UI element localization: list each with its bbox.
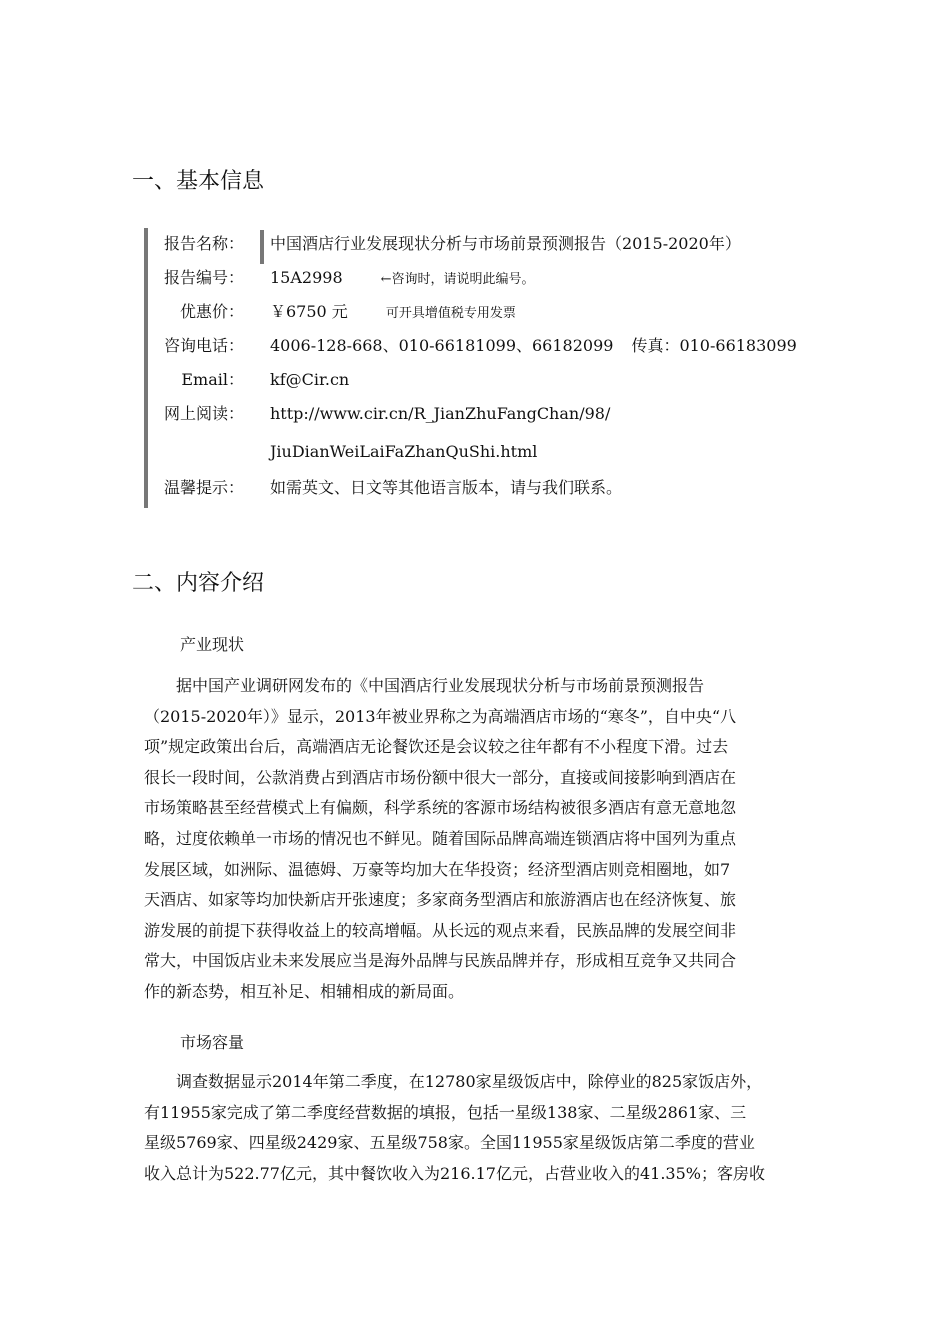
para-line: 发展区域，如洲际、温德姆、万豪等均加大在华投资；经济型酒店则竞相圈地，如7 <box>144 859 731 879</box>
paragraph-industry-status <box>144 671 808 1008</box>
para-line: 游发展的前提下获得收益上的较高增幅。从长远的观点来看，民族品牌的发展空间非 <box>144 920 737 940</box>
email-value[interactable]: kf@Cir.cn <box>270 370 350 389</box>
price-value-wrap <box>270 302 516 324</box>
para-line: 常大，中国饭店业未来发展应当是海外品牌与民族品牌并存，形成相互竞争又共同合 <box>144 951 737 971</box>
para-line: 有11955家完成了第二季度经营数据的填报，包括一星级138家、二星级2861家、三 <box>144 1102 747 1122</box>
para-line: 市场策略甚至经营模式上有偏颇，科学系统的客源市场结构被很多酒店有意无意地忽 <box>144 798 737 818</box>
email-label: Email： <box>181 370 244 389</box>
report-code-note: ←咨询时，请说明此编号。 <box>380 272 535 287</box>
para-line: 项”规定政策出台后，高端酒店无论餐饮还是会议较之往年都有不小程度下滑。过去 <box>144 737 729 757</box>
tip-label: 温馨提示： <box>163 478 244 497</box>
report-code-label: 报告编号： <box>163 268 244 287</box>
para-line: （2015-2020年）》显示，2013年被业界称之为高端酒店市场的“寒冬”，自中央“八 <box>144 706 737 726</box>
phone-value-wrap <box>270 336 797 356</box>
phone-value: 4006-128-668、010-66181099、66182099 <box>270 336 614 355</box>
fax-value: 传真：010-66183099 <box>631 336 797 355</box>
para-line: 星级5769家、四星级2429家、五星级758家。全国11955家星级饭店第二季度的营业 <box>144 1133 755 1153</box>
phone-label: 咨询电话： <box>163 336 244 355</box>
report-code: 15A2998 <box>270 268 343 287</box>
para-line: 略，过度依赖单一市场的情况也不鲜见。随着国际品牌高端连锁酒店将中国列为重点 <box>144 828 737 848</box>
para-line: 据中国产业调研网发布的《中国酒店行业发展现状分析与市场前景预测报告 <box>176 676 705 695</box>
report-name-label: 报告名称： <box>163 234 244 253</box>
web-link-line-2[interactable]: JiuDianWeiLaiFaZhanQuShi.html <box>270 442 538 461</box>
info-panel <box>144 228 848 508</box>
name-divider <box>260 230 264 264</box>
price-value: ￥6750 元 <box>270 302 348 321</box>
subheading-market-capacity: 市场容量 <box>180 1033 245 1052</box>
para-line: 调查数据显示2014年第二季度，在12780家星级饭店中，除停业的825家饭店外， <box>176 1072 763 1091</box>
subheading-industry-status: 产业现状 <box>180 635 245 654</box>
section-title-content: 二、内容介绍 <box>132 571 265 596</box>
price-note: 可开具增值税专用发票 <box>385 306 516 321</box>
para-line: 收入总计为522.77亿元，其中餐饮收入为216.17亿元，占营业收入的41.35%；客房收 <box>144 1163 765 1183</box>
price-label: 优惠价： <box>179 302 244 321</box>
para-line: 很长一段时间，公款消费占到酒店市场份额中很大一部分，直接或间接影响到酒店在 <box>144 767 737 787</box>
tip-value: 如需英文、日文等其他语言版本，请与我们联系。 <box>270 478 623 497</box>
report-name-value: 中国酒店行业发展现状分析与市场前景预测报告（2015-2020年） <box>270 234 741 253</box>
web-label: 网上阅读： <box>163 404 244 423</box>
web-link-line-1[interactable]: http://www.cir.cn/R_JianZhuFangChan/98/ <box>270 404 611 423</box>
section-title-basic-info: 一、基本信息 <box>132 169 265 194</box>
para-line: 天酒店、如家等均加快新店开张速度；多家商务型酒店和旅游酒店也在经济恢复、旅 <box>144 890 737 910</box>
paragraph-market-capacity <box>144 1067 808 1189</box>
para-line: 作的新态势，相互补足、相辅相成的新局面。 <box>144 981 465 1001</box>
report-code-value <box>270 268 535 290</box>
